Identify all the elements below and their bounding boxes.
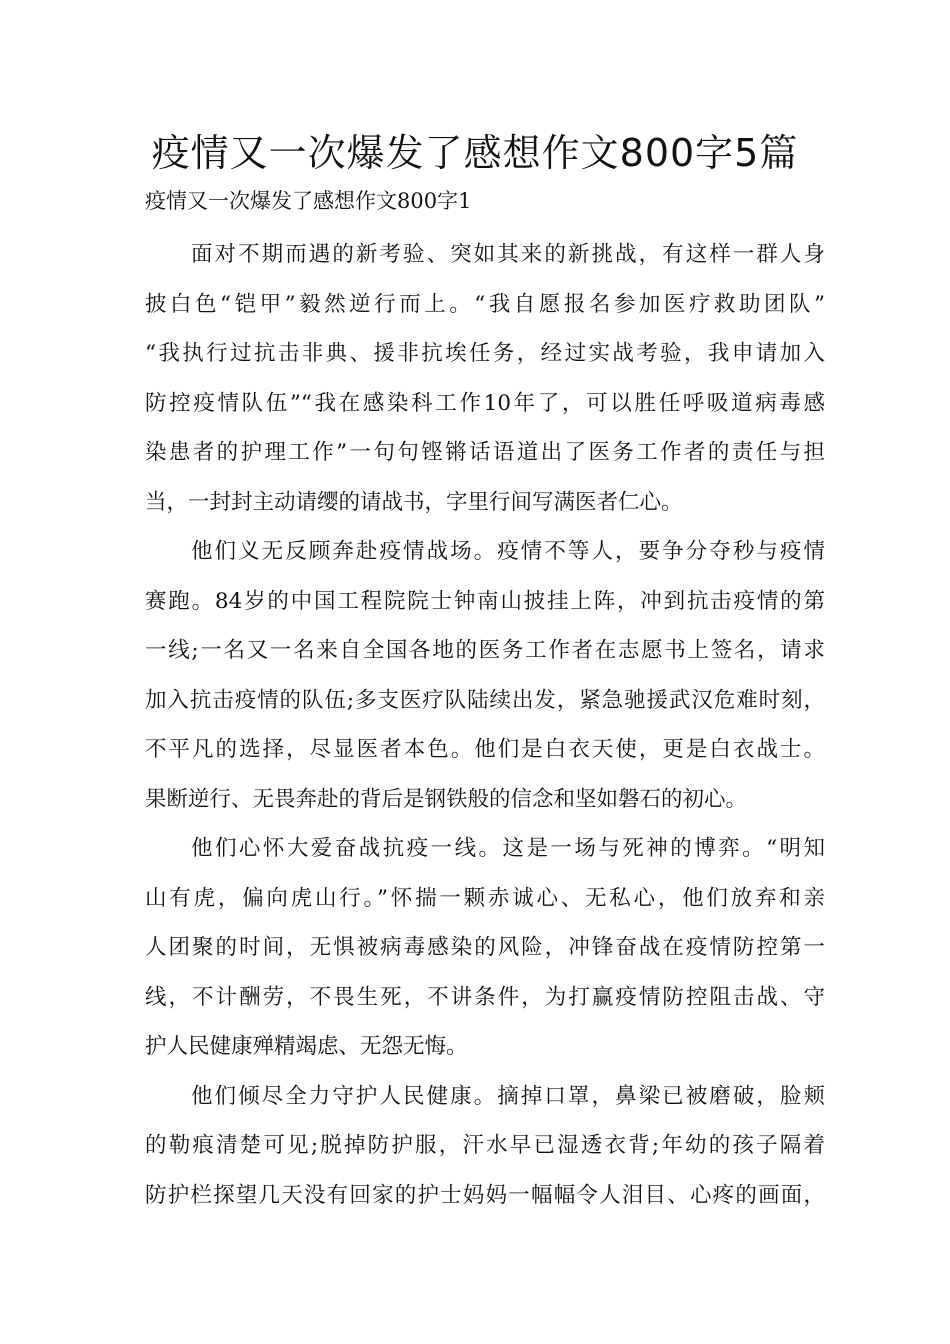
text-line: 面对不期而遇的新考验、突如其来的新挑战，有这样一群人身 (191, 242, 825, 267)
text-line: “我执行过抗击非典、援非抗埃任务，经过实战考验，我申请加入 (145, 341, 825, 366)
article-body (145, 230, 825, 1220)
text-line: 护人民健康殚精竭虑、无怨无悔。 (145, 1034, 468, 1059)
section-heading: 疫情又一次爆发了感想作文800字1 (145, 189, 472, 213)
text-line: 防控疫情队伍”“我在感染科工作10年了，可以胜任呼吸道病毒感 (145, 390, 825, 416)
text-line: 披白色“铠甲”毅然逆行而上。“我自愿报名参加医疗救助团队” (145, 291, 825, 317)
paragraph-4 (145, 1072, 825, 1221)
document-title: 疫情又一次爆发了感想作文800字5篇 (151, 131, 799, 175)
paragraph-3 (145, 824, 825, 1072)
text-line: 不平凡的选择，尽显医者本色。他们是白衣天使，更是白衣战士。 (145, 737, 825, 762)
text-line: 线，不计酬劳，不畏生死，不讲条件，为打赢疫情防控阻击战、守 (145, 984, 825, 1010)
text-line: 山有虎，偏向虎山行。”怀揣一颗赤诚心、无私心，他们放弃和亲 (145, 885, 825, 911)
text-line: 染患者的护理工作”一句句铿锵话语道出了医务工作者的责任与担 (145, 440, 825, 465)
text-line: 他们心怀大爱奋战抗疫一线。这是一场与死神的博弈。“明知 (191, 836, 825, 861)
text-line: 他们义无反顾奔赴疫情战场。疫情不等人，要争分夺秒与疫情 (191, 539, 825, 564)
paragraph-1 (145, 230, 825, 527)
text-line: 一线;一名又一名来自全国各地的医务工作者在志愿书上签名，请求 (145, 638, 825, 663)
text-line: 当，一封封主动请缨的请战书，字里行间写满医者仁心。 (145, 489, 683, 515)
text-line: 的勒痕清楚可见;脱掉防护服，汗水早已湿透衣背;年幼的孩子隔着 (145, 1133, 825, 1158)
text-line: 防护栏探望几天没有回家的护士妈妈一幅幅令人泪目、心疼的画面， (145, 1182, 825, 1208)
text-line: 赛跑。84岁的中国工程院院士钟南山披挂上阵，冲到抗击疫情的第 (145, 588, 825, 614)
text-line: 人团聚的时间，无惧被病毒感染的风险，冲锋奋战在疫情防控第一 (145, 935, 825, 960)
paragraph-2 (145, 527, 825, 824)
text-line: 加入抗击疫情的队伍;多支医疗队陆续出发，紧急驰援武汉危难时刻， (145, 687, 825, 713)
text-line: 他们倾尽全力守护人民健康。摘掉口罩，鼻梁已被磨破，脸颊 (191, 1083, 825, 1109)
text-line: 果断逆行、无畏奔赴的背后是钢铁般的信念和坚如磐石的初心。 (145, 786, 748, 812)
